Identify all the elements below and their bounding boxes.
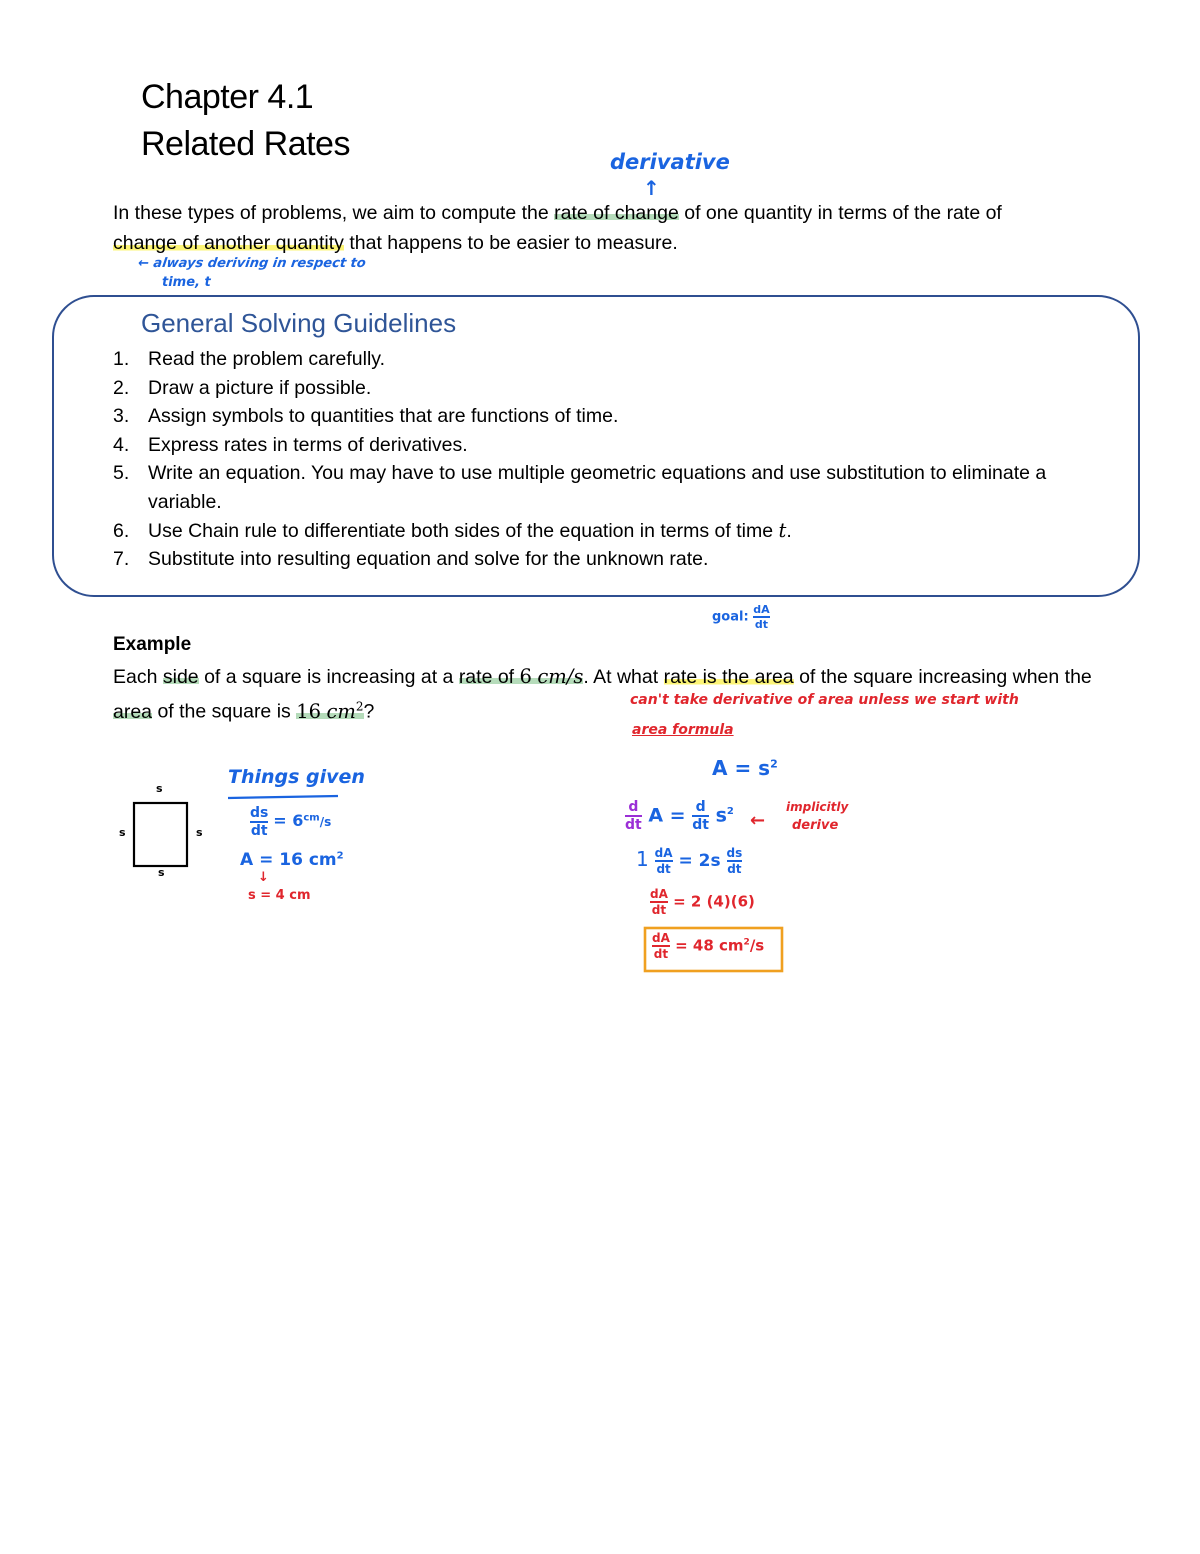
rate-number: 6: [519, 665, 532, 688]
chapter-title: Chapter 4.1: [141, 78, 314, 116]
step-text-end: .: [786, 519, 792, 542]
area-number: 16: [296, 699, 322, 723]
area-formula-text: A = s: [712, 756, 771, 780]
arrow-up-icon: ↑: [643, 176, 660, 200]
rate-unit-bottom: /s: [319, 815, 332, 829]
d-text: d: [695, 799, 706, 815]
square-label-bottom: s: [158, 866, 165, 879]
derivative-A: A =: [648, 804, 686, 827]
intro-text-3: that happens to be easier to measure.: [343, 232, 678, 254]
ex-text-4: of the square increasing when the: [793, 666, 1092, 688]
dt-text: dt: [656, 862, 671, 876]
always-derive-note-line2: time, t: [162, 275, 211, 290]
step-text-body: Use Chain rule to differentiate both sides of the equation in terms of time: [148, 519, 779, 542]
answer-text: = 48 cm: [675, 936, 744, 955]
implicit-note-line2: derive: [792, 818, 839, 833]
arrow-left-icon: ←: [750, 810, 766, 831]
step-number: 5.: [113, 462, 130, 485]
example-heading: Example: [113, 634, 192, 655]
given-rate-value: = 6: [273, 811, 304, 830]
dA-dt-fraction: [655, 847, 673, 875]
step-text: Write an equation. You may have to use multiple geometric equations and use substitution to eliminate a variable.: [148, 462, 1047, 513]
step-number: 7.: [113, 548, 130, 571]
ex-text-1: Each: [113, 666, 163, 688]
ex-text-6: ?: [363, 700, 375, 723]
step-number: 4.: [113, 433, 130, 456]
dA-text: dA: [652, 931, 670, 945]
ex-text-3: . At what: [583, 666, 664, 688]
step-number: 2.: [113, 376, 130, 399]
highlight-side: side: [162, 666, 199, 688]
square-drawing: [134, 803, 187, 866]
dt-text: dt: [250, 823, 268, 839]
guidelines-title: General Solving Guidelines: [141, 308, 457, 338]
dt-text: dt: [653, 947, 669, 961]
intro-text-2: of one quantity in terms of the rate of: [678, 202, 1002, 224]
given-area: [240, 850, 344, 870]
highlight-area: area: [113, 700, 153, 723]
dt-text: dt: [625, 817, 642, 833]
dt-text: dt: [651, 903, 667, 917]
substitution-text: = 2 (4)(6): [673, 892, 755, 911]
goal-label: goal:: [712, 609, 749, 625]
answer-exponent: 2: [743, 937, 750, 948]
square-label-right: s: [196, 826, 203, 839]
ds-text: ds: [726, 846, 743, 860]
area-formula-note-line1: can't take derivative of area unless we start with: [630, 692, 1019, 708]
highlight-area-rate: rate is the area: [663, 666, 794, 688]
goal-den: dt: [754, 618, 768, 631]
implicit-note-line1: implicitly: [786, 800, 849, 814]
derivative-s: s: [715, 804, 727, 827]
rate-unit: cm/s: [537, 665, 584, 688]
substitution-equation: [650, 888, 755, 916]
given-area-exponent: 2: [336, 850, 344, 862]
step-text: Assign symbols to quantities that are functions of time.: [148, 405, 619, 428]
dA-text: dA: [650, 887, 668, 901]
area-formula-note-line2: area formula: [632, 722, 734, 738]
ex-text-5: of the square is: [152, 700, 297, 723]
side-length-note: s = 4 cm: [248, 888, 311, 903]
ds-dt-fraction: [727, 847, 743, 875]
math-t: t: [778, 518, 787, 542]
ex-text-2: of a square is increasing at a: [198, 666, 459, 688]
derivative-annotation: derivative: [610, 150, 730, 174]
d-dt-right: [692, 800, 709, 832]
down-arrow-icon: ↓: [258, 870, 269, 885]
step-text: Draw a picture if possible.: [148, 376, 372, 399]
chain-mid: = 2s: [678, 851, 721, 871]
intro-text-1: In these types of problems, we aim to compute the: [113, 202, 555, 224]
ds-text: ds: [250, 805, 269, 821]
always-derive-note-line1: ← always deriving in respect to: [136, 256, 367, 271]
given-rate: [250, 806, 331, 838]
dt-text: dt: [727, 862, 742, 876]
step-text: Substitute into resulting equation and solve for the unknown rate.: [148, 548, 709, 571]
area-unit: cm: [326, 699, 356, 723]
dt-text: dt: [692, 817, 709, 833]
derivative-s-exponent: 2: [726, 806, 734, 818]
dA-dt-fraction: [652, 932, 670, 960]
chain-lead: 1: [636, 847, 649, 871]
dA-dt-fraction: [650, 888, 668, 916]
answer-equation: [652, 932, 764, 960]
topic-title: Related Rates: [141, 125, 350, 163]
area-formula-exponent: 2: [770, 757, 778, 771]
step-number: 3.: [113, 405, 130, 428]
step-number: 6.: [113, 519, 130, 542]
step-text: Express rates in terms of derivatives.: [148, 433, 468, 456]
step-number: 1.: [113, 348, 130, 370]
square-label-left: s: [119, 826, 126, 839]
derivative-equation: [625, 800, 734, 832]
goal-num: dA: [753, 603, 770, 616]
dA-text: dA: [654, 846, 673, 860]
given-area-text: A = 16 cm: [240, 850, 337, 870]
rate-unit-top: cm: [303, 812, 320, 824]
given-underline: [228, 796, 338, 798]
square-label-top: s: [156, 782, 163, 795]
area-formula: [712, 756, 778, 780]
ex-rate-word: rate of: [458, 666, 520, 688]
step-text: Read the problem carefully.: [148, 348, 386, 370]
things-given-title: Things given: [228, 766, 365, 788]
chain-rule-equation: [636, 847, 742, 875]
ds-dt-fraction: [250, 806, 268, 838]
highlight-change-of-another: change of another quantity: [113, 232, 344, 254]
d-text: d: [628, 799, 639, 815]
answer-unit: /s: [749, 936, 765, 955]
highlight-rate-of-change: rate of change: [554, 202, 679, 224]
d-dt-left: [625, 800, 642, 832]
area-exponent: 2: [355, 699, 364, 713]
